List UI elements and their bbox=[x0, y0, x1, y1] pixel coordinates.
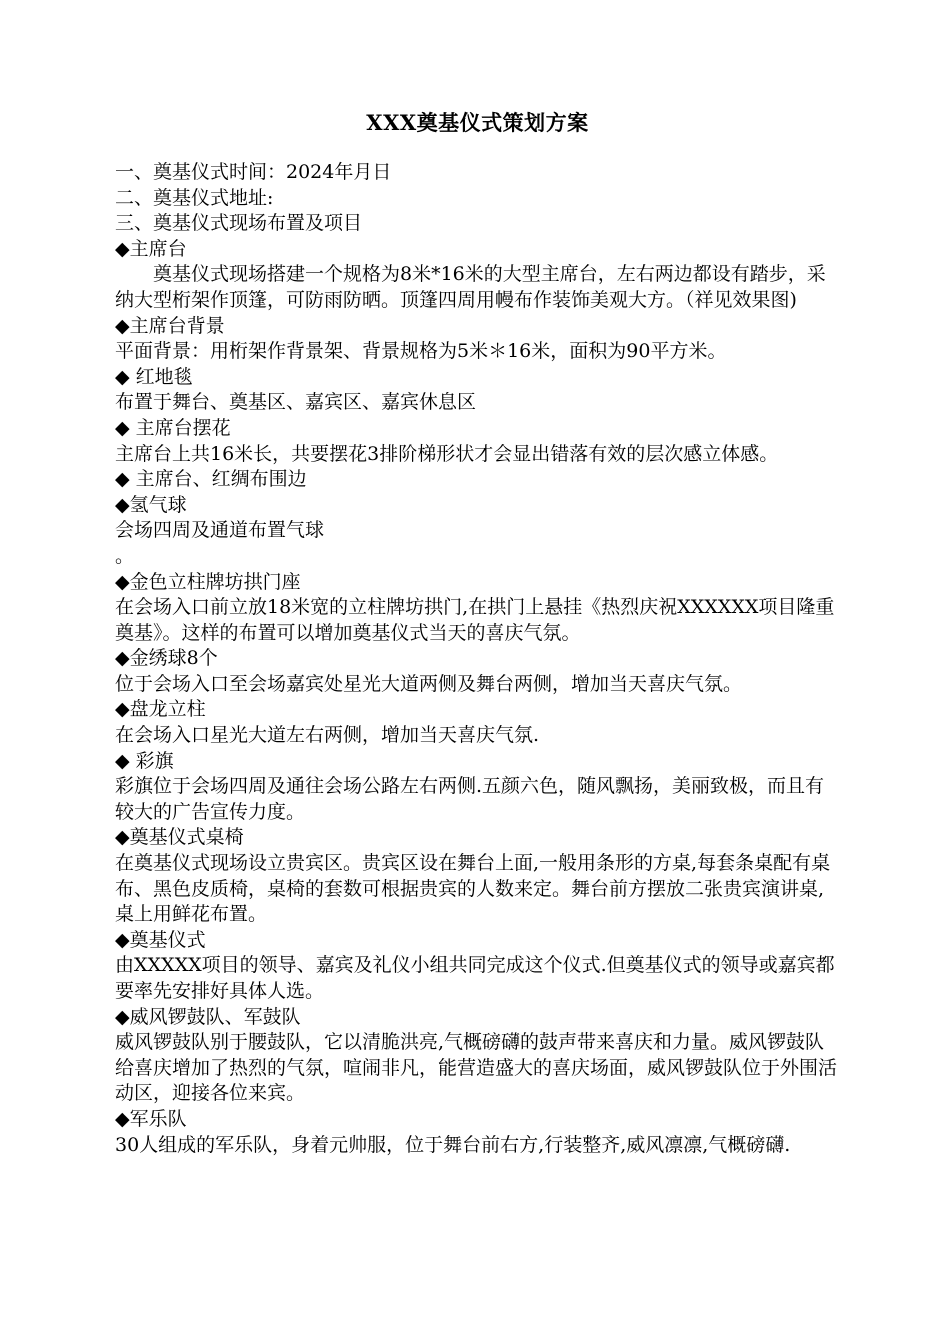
heading-address: 二、奠基仪式地址: bbox=[115, 186, 274, 209]
section-body-stage-flowers: 主席台上共16米长，共要摆花3排阶梯形状才会显出错落有效的层次感立体感。 bbox=[115, 442, 779, 465]
section-heading-stage-edging: ◆ 主席台、红绸布围边 bbox=[115, 468, 307, 491]
section-body-red-carpet: 布置于舞台、奠基区、嘉宾区、嘉宾休息区 bbox=[115, 391, 477, 414]
section-heading-archway: ◆金色立柱牌坊拱门座 bbox=[115, 570, 301, 593]
section-body-golden-balls: 位于会场入口至会场嘉宾处星光大道两侧及舞台两侧，增加当天喜庆气氛。 bbox=[115, 672, 743, 695]
heading-layout: 三、奠基仪式现场布置及项目 bbox=[115, 212, 363, 235]
section-heading-golden-balls: ◆金绣球8个 bbox=[115, 647, 218, 670]
section-heading-ceremony: ◆奠基仪式 bbox=[115, 928, 206, 951]
section-heading-drum-teams: ◆威风锣鼓队、军鼓队 bbox=[115, 1005, 301, 1028]
section-body-stage: 奠基仪式现场搭建一个规格为8米*16米的大型主席台，左右两边都设有踏步，采纳大型桁架作顶篷，可防雨防晒。顶篷四周用幔布作装饰美观大方。（祥见效果图) bbox=[115, 263, 826, 311]
section-heading-dragon-pillars: ◆盘龙立柱 bbox=[115, 698, 206, 721]
section-body-flags: 彩旗位于会场四周及通往会场公路左右两侧.五颜六色，随风飘扬，美丽致极，而且有较大的广告宣传力度。 bbox=[115, 775, 825, 823]
heading-time: 一、奠基仪式时间：2024年月日 bbox=[115, 161, 392, 183]
section-heading-military-band: ◆军乐队 bbox=[115, 1107, 187, 1130]
section-heading-tables-chairs: ◆奠基仪式桌椅 bbox=[115, 826, 244, 849]
stray-period: 。 bbox=[115, 544, 135, 567]
section-body-military-band: 30人组成的军乐队，身着元帅服，位于舞台前右方,行装整齐,威风凛凛,气概磅礴. bbox=[115, 1133, 791, 1156]
section-body-tables-chairs: 在奠基仪式现场设立贵宾区。贵宾区设在舞台上面,一般用条形的方桌,每套条桌配有桌布、黑色皮质椅，桌椅的套数可根据贵宾的人数来定。舞台前方摆放二张贵宾演讲桌,桌上用鲜花布置。 bbox=[115, 852, 831, 926]
section-heading-balloons: ◆氢气球 bbox=[115, 493, 187, 516]
section-body-drum-teams: 威风锣鼓队别于腰鼓队，它以清脆洪亮,气概磅礴的鼓声带来喜庆和力量。威风锣鼓队给喜庆增加了热烈的气氛，喧闹非凡，能营造盛大的喜庆场面，威风锣鼓队位于外围活动区，迎接各位来宾。 bbox=[115, 1031, 838, 1105]
document-page bbox=[115, 108, 840, 1158]
section-body-balloons: 会场四周及通道布置气球 bbox=[115, 519, 325, 542]
section-heading-stage: ◆主席台 bbox=[115, 237, 187, 260]
section-body-stage-backdrop: 平面背景：用桁架作背景架、背景规格为5米＊16米，面积为90平方米。 bbox=[115, 340, 727, 363]
section-heading-red-carpet: ◆ 红地毯 bbox=[115, 365, 193, 388]
document-title: XXX奠基仪式策划方案 bbox=[366, 110, 589, 135]
section-body-ceremony: 由XXXXX项目的领导、嘉宾及礼仪小组共同完成这个仪式.但奠基仪式的领导或嘉宾都要率先安排好具体人选。 bbox=[115, 954, 835, 1002]
section-heading-stage-backdrop: ◆主席台背景 bbox=[115, 314, 225, 337]
section-heading-flags: ◆ 彩旗 bbox=[115, 749, 174, 772]
section-body-dragon-pillars: 在会场入口星光大道左右两侧，增加当天喜庆气氛. bbox=[115, 724, 540, 747]
section-heading-stage-flowers: ◆ 主席台摆花 bbox=[115, 416, 231, 439]
section-body-archway: 在会场入口前立放18米宽的立柱牌坊拱门,在拱门上悬挂《热烈庆祝XXXXXX项目隆重奠基》。这样的布置可以增加奠基仪式当天的喜庆气氛。 bbox=[115, 596, 835, 644]
